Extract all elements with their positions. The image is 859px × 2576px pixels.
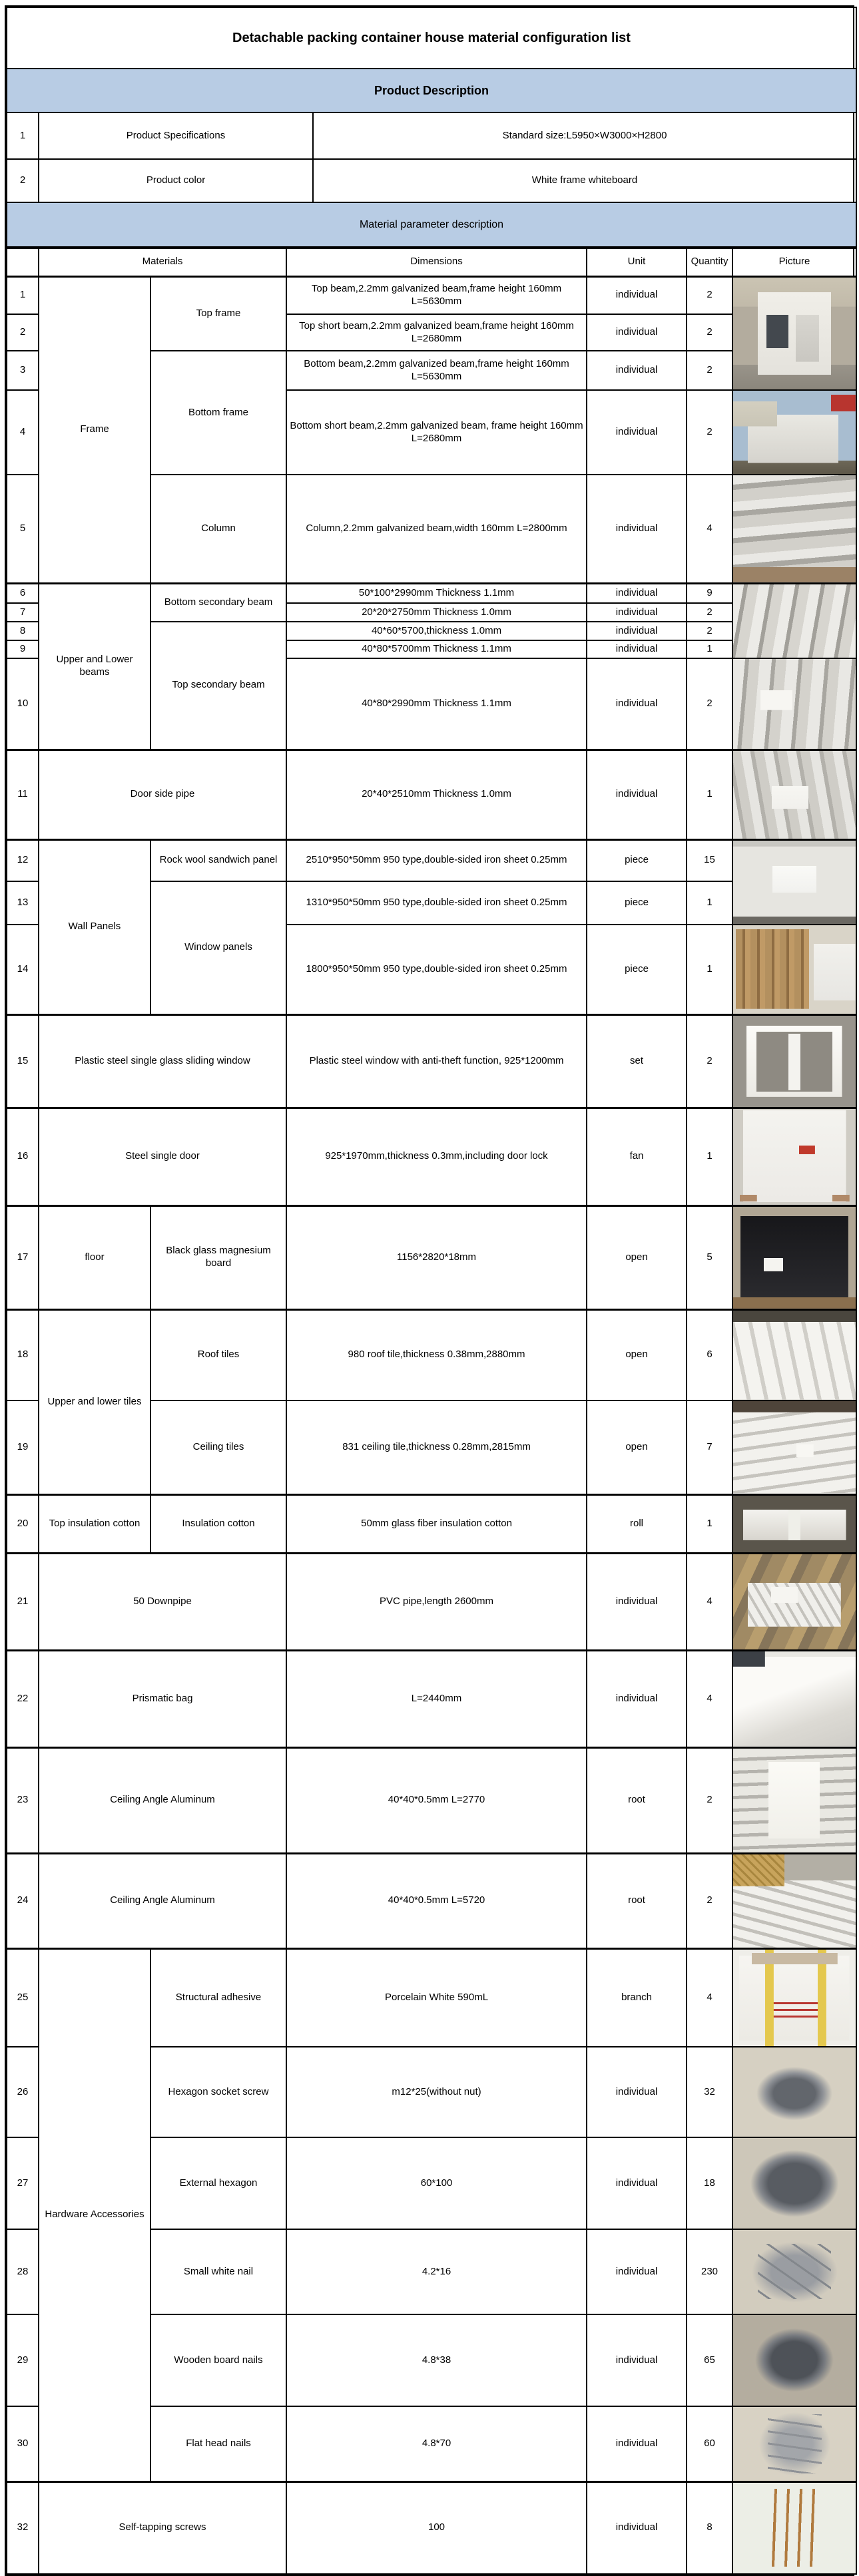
material-subgroup: External hexagon <box>150 2137 286 2229</box>
dimensions-cell: Plastic steel window with anti-theft function, 925*1200mm <box>286 1014 587 1108</box>
material-subgroup: Wooden board nails <box>150 2314 286 2406</box>
material-group: floor <box>39 1205 150 1309</box>
picture-rows-1-3 <box>732 276 856 390</box>
quantity-cell: 230 <box>687 2229 732 2314</box>
material-group: Prismatic bag <box>39 1650 286 1747</box>
dimensions-cell: L=2440mm <box>286 1650 587 1747</box>
picture-row-16 <box>732 1108 856 1205</box>
row-number: 15 <box>7 1014 39 1108</box>
row-number: 21 <box>7 1553 39 1650</box>
dimensions-cell: 100 <box>286 2481 587 2574</box>
row-number: 9 <box>7 640 39 658</box>
picture-row-32 <box>732 2481 856 2574</box>
material-subgroup: Bottom frame <box>150 351 286 475</box>
picture-row-18 <box>732 1309 856 1400</box>
material-group: Frame <box>39 276 150 583</box>
col-header-blank <box>7 248 39 276</box>
material-group: Self-tapping screws <box>39 2481 286 2574</box>
material-subgroup: Black glass magnesium board <box>150 1205 286 1309</box>
quantity-cell: 2 <box>687 1747 732 1853</box>
row-number: 29 <box>7 2314 39 2406</box>
row-number: 32 <box>7 2481 39 2574</box>
dimensions-cell: 4.2*16 <box>286 2229 587 2314</box>
row-number: 3 <box>7 351 39 390</box>
quantity-cell: 1 <box>687 750 732 839</box>
material-table <box>6 248 857 2575</box>
unit-cell: individual <box>587 583 687 603</box>
picture-row-15 <box>732 1014 856 1108</box>
col-header-picture: Picture <box>732 248 856 276</box>
material-subgroup: Top frame <box>150 276 286 351</box>
dimensions-cell: 831 ceiling tile,thickness 0.28mm,2815mm <box>286 1400 587 1494</box>
row-number: 10 <box>7 658 39 750</box>
unit-cell: fan <box>587 1108 687 1205</box>
material-subgroup: Column <box>150 475 286 583</box>
dimensions-cell: Column,2.2mm galvanized beam,width 160mm L=2800mm <box>286 475 587 583</box>
row-number: 1 <box>7 112 39 159</box>
material-subgroup: Window panels <box>150 881 286 1014</box>
picture-row-28 <box>732 2229 856 2314</box>
quantity-cell: 60 <box>687 2406 732 2481</box>
picture-row-5 <box>732 475 856 583</box>
unit-cell: individual <box>587 1553 687 1650</box>
quantity-cell: 9 <box>687 583 732 603</box>
row-number: 17 <box>7 1205 39 1309</box>
quantity-cell: 1 <box>687 1494 732 1553</box>
dimensions-cell: Top short beam,2.2mm galvanized beam,frame height 160mm L=2680mm <box>286 314 587 351</box>
dimensions-cell: 60*100 <box>286 2137 587 2229</box>
unit-cell: individual <box>587 314 687 351</box>
row-number: 26 <box>7 2047 39 2137</box>
quantity-cell: 2 <box>687 622 732 640</box>
dimensions-cell: 40*40*0.5mm L=5720 <box>286 1853 587 1948</box>
dimensions-cell: Top beam,2.2mm galvanized beam,frame height 160mm L=5630mm <box>286 276 587 314</box>
quantity-cell: 65 <box>687 2314 732 2406</box>
quantity-cell: 1 <box>687 640 732 658</box>
col-header-quantity: Quantity <box>687 248 732 276</box>
row-number: 30 <box>7 2406 39 2481</box>
unit-cell: individual <box>587 622 687 640</box>
picture-row-19 <box>732 1400 856 1494</box>
quantity-cell: 1 <box>687 881 732 925</box>
material-group: Door side pipe <box>39 750 286 839</box>
material-group: 50 Downpipe <box>39 1553 286 1650</box>
picture-row-20 <box>732 1494 856 1553</box>
dimensions-cell: 4.8*38 <box>286 2314 587 2406</box>
quantity-cell: 32 <box>687 2047 732 2137</box>
picture-rows-6-9 <box>732 583 856 658</box>
row-number: 23 <box>7 1747 39 1853</box>
dimensions-cell: Bottom beam,2.2mm galvanized beam,frame height 160mm L=5630mm <box>286 351 587 390</box>
dimensions-cell: 40*80*2990mm Thickness 1.1mm <box>286 658 587 750</box>
dimensions-cell: 50mm glass fiber insulation cotton <box>286 1494 587 1553</box>
unit-cell: branch <box>587 1948 687 2047</box>
picture-row-24 <box>732 1853 856 1948</box>
section-header-product-description: Product Description <box>7 69 856 112</box>
row-number: 6 <box>7 583 39 603</box>
row-number: 5 <box>7 475 39 583</box>
quantity-cell: 4 <box>687 1553 732 1650</box>
material-subgroup: Top secondary beam <box>150 622 286 750</box>
material-subgroup: Flat head nails <box>150 2406 286 2481</box>
unit-cell: open <box>587 1400 687 1494</box>
product-color-label: Product color <box>39 159 313 202</box>
unit-cell: open <box>587 1205 687 1309</box>
row-number: 8 <box>7 622 39 640</box>
unit-cell: individual <box>587 603 687 622</box>
material-subgroup: Ceiling tiles <box>150 1400 286 1494</box>
quantity-cell: 7 <box>687 1400 732 1494</box>
quantity-cell: 8 <box>687 2481 732 2574</box>
picture-row-21 <box>732 1553 856 1650</box>
quantity-cell: 2 <box>687 276 732 314</box>
quantity-cell: 2 <box>687 1014 732 1108</box>
col-header-materials: Materials <box>39 248 286 276</box>
row-number: 11 <box>7 750 39 839</box>
row-number: 22 <box>7 1650 39 1747</box>
unit-cell: individual <box>587 475 687 583</box>
quantity-cell: 4 <box>687 1948 732 2047</box>
dimensions-cell: 40*40*0.5mm L=2770 <box>286 1747 587 1853</box>
unit-cell: roll <box>587 1494 687 1553</box>
picture-row-17 <box>732 1205 856 1309</box>
dimensions-cell: 40*80*5700mm Thickness 1.1mm <box>286 640 587 658</box>
product-spec-value: Standard size:L5950×W3000×H2800 <box>313 112 856 159</box>
row-number: 19 <box>7 1400 39 1494</box>
row-number: 4 <box>7 390 39 475</box>
quantity-cell: 2 <box>687 658 732 750</box>
row-number: 13 <box>7 881 39 925</box>
unit-cell: individual <box>587 2481 687 2574</box>
product-color-value: White frame whiteboard <box>313 159 856 202</box>
quantity-cell: 18 <box>687 2137 732 2229</box>
unit-cell: root <box>587 1853 687 1948</box>
row-number: 1 <box>7 276 39 314</box>
unit-cell: individual <box>587 276 687 314</box>
row-number: 16 <box>7 1108 39 1205</box>
material-group: Ceiling Angle Aluminum <box>39 1853 286 1948</box>
unit-cell: individual <box>587 351 687 390</box>
material-subgroup: Roof tiles <box>150 1309 286 1400</box>
dimensions-cell: 2510*950*50mm 950 type,double-sided iron sheet 0.25mm <box>286 839 587 881</box>
table-outer-border <box>5 5 854 2576</box>
quantity-cell: 2 <box>687 390 732 475</box>
picture-row-29 <box>732 2314 856 2406</box>
dimensions-cell: 40*60*5700,thickness 1.0mm <box>286 622 587 640</box>
quantity-cell: 4 <box>687 1650 732 1747</box>
material-subgroup: Insulation cotton <box>150 1494 286 1553</box>
unit-cell: set <box>587 1014 687 1108</box>
dimensions-cell: 1800*950*50mm 950 type,double-sided iron sheet 0.25mm <box>286 925 587 1014</box>
row-number: 2 <box>7 314 39 351</box>
row-number: 7 <box>7 603 39 622</box>
quantity-cell: 2 <box>687 1853 732 1948</box>
picture-row-4 <box>732 390 856 475</box>
col-header-dimensions: Dimensions <box>286 248 587 276</box>
quantity-cell: 15 <box>687 839 732 881</box>
dimensions-cell: PVC pipe,length 2600mm <box>286 1553 587 1650</box>
unit-cell: individual <box>587 1650 687 1747</box>
dimensions-cell: Bottom short beam,2.2mm galvanized beam, frame height 160mm L=2680mm <box>286 390 587 475</box>
product-spec-label: Product Specifications <box>39 112 313 159</box>
dimensions-cell: 20*40*2510mm Thickness 1.0mm <box>286 750 587 839</box>
material-subgroup: Bottom secondary beam <box>150 583 286 622</box>
unit-cell: piece <box>587 881 687 925</box>
dimensions-cell: 20*20*2750mm Thickness 1.0mm <box>286 603 587 622</box>
quantity-cell: 5 <box>687 1205 732 1309</box>
quantity-cell: 4 <box>687 475 732 583</box>
row-number: 2 <box>7 159 39 202</box>
row-number: 28 <box>7 2229 39 2314</box>
unit-cell: individual <box>587 2406 687 2481</box>
material-group: Upper and Lower beams <box>39 583 150 750</box>
unit-cell: individual <box>587 750 687 839</box>
dimensions-cell: 50*100*2990mm Thickness 1.1mm <box>286 583 587 603</box>
picture-row-27 <box>732 2137 856 2229</box>
unit-cell: open <box>587 1309 687 1400</box>
unit-cell: individual <box>587 2314 687 2406</box>
unit-cell: individual <box>587 658 687 750</box>
col-header-unit: Unit <box>587 248 687 276</box>
material-subgroup: Hexagon socket screw <box>150 2047 286 2137</box>
unit-cell: root <box>587 1747 687 1853</box>
material-group: Plastic steel single glass sliding window <box>39 1014 286 1108</box>
row-number: 20 <box>7 1494 39 1553</box>
row-number: 18 <box>7 1309 39 1400</box>
unit-cell: piece <box>587 839 687 881</box>
material-group: Hardware Accessories <box>39 1948 150 2481</box>
quantity-cell: 6 <box>687 1309 732 1400</box>
material-subgroup: Small white nail <box>150 2229 286 2314</box>
picture-row-22 <box>732 1650 856 1747</box>
material-subgroup: Rock wool sandwich panel <box>150 839 286 881</box>
dimensions-cell: m12*25(without nut) <box>286 2047 587 2137</box>
row-number: 12 <box>7 839 39 881</box>
row-number: 14 <box>7 925 39 1014</box>
picture-row-14 <box>732 925 856 1014</box>
dimensions-cell: 1156*2820*18mm <box>286 1205 587 1309</box>
picture-rows-12-13 <box>732 839 856 925</box>
picture-row-11 <box>732 750 856 839</box>
unit-cell: individual <box>587 390 687 475</box>
unit-cell: piece <box>587 925 687 1014</box>
material-group: Wall Panels <box>39 839 150 1014</box>
picture-row-25 <box>732 1948 856 2047</box>
row-number: 25 <box>7 1948 39 2047</box>
quantity-cell: 2 <box>687 603 732 622</box>
material-group: Ceiling Angle Aluminum <box>39 1747 286 1853</box>
unit-cell: individual <box>587 2229 687 2314</box>
material-group: Top insulation cotton <box>39 1494 150 1553</box>
page-title: Detachable packing container house material configuration list <box>7 7 856 69</box>
picture-row-30 <box>732 2406 856 2481</box>
unit-cell: individual <box>587 640 687 658</box>
material-subgroup: Structural adhesive <box>150 1948 286 2047</box>
picture-row-23 <box>732 1747 856 1853</box>
unit-cell: individual <box>587 2137 687 2229</box>
row-number: 24 <box>7 1853 39 1948</box>
material-group: Steel single door <box>39 1108 286 1205</box>
quantity-cell: 1 <box>687 1108 732 1205</box>
quantity-cell: 2 <box>687 351 732 390</box>
section-header-material-parameters: Material parameter description <box>7 202 856 247</box>
picture-row-10 <box>732 658 856 750</box>
product-description-table <box>6 7 857 248</box>
dimensions-cell: Porcelain White 590mL <box>286 1948 587 2047</box>
dimensions-cell: 925*1970mm,thickness 0.3mm,including door lock <box>286 1108 587 1205</box>
unit-cell: individual <box>587 2047 687 2137</box>
row-number: 27 <box>7 2137 39 2229</box>
picture-row-26 <box>732 2047 856 2137</box>
dimensions-cell: 980 roof tile,thickness 0.38mm,2880mm <box>286 1309 587 1400</box>
quantity-cell: 2 <box>687 314 732 351</box>
material-group: Upper and lower tiles <box>39 1309 150 1494</box>
dimensions-cell: 4.8*70 <box>286 2406 587 2481</box>
dimensions-cell: 1310*950*50mm 950 type,double-sided iron sheet 0.25mm <box>286 881 587 925</box>
quantity-cell: 1 <box>687 925 732 1014</box>
